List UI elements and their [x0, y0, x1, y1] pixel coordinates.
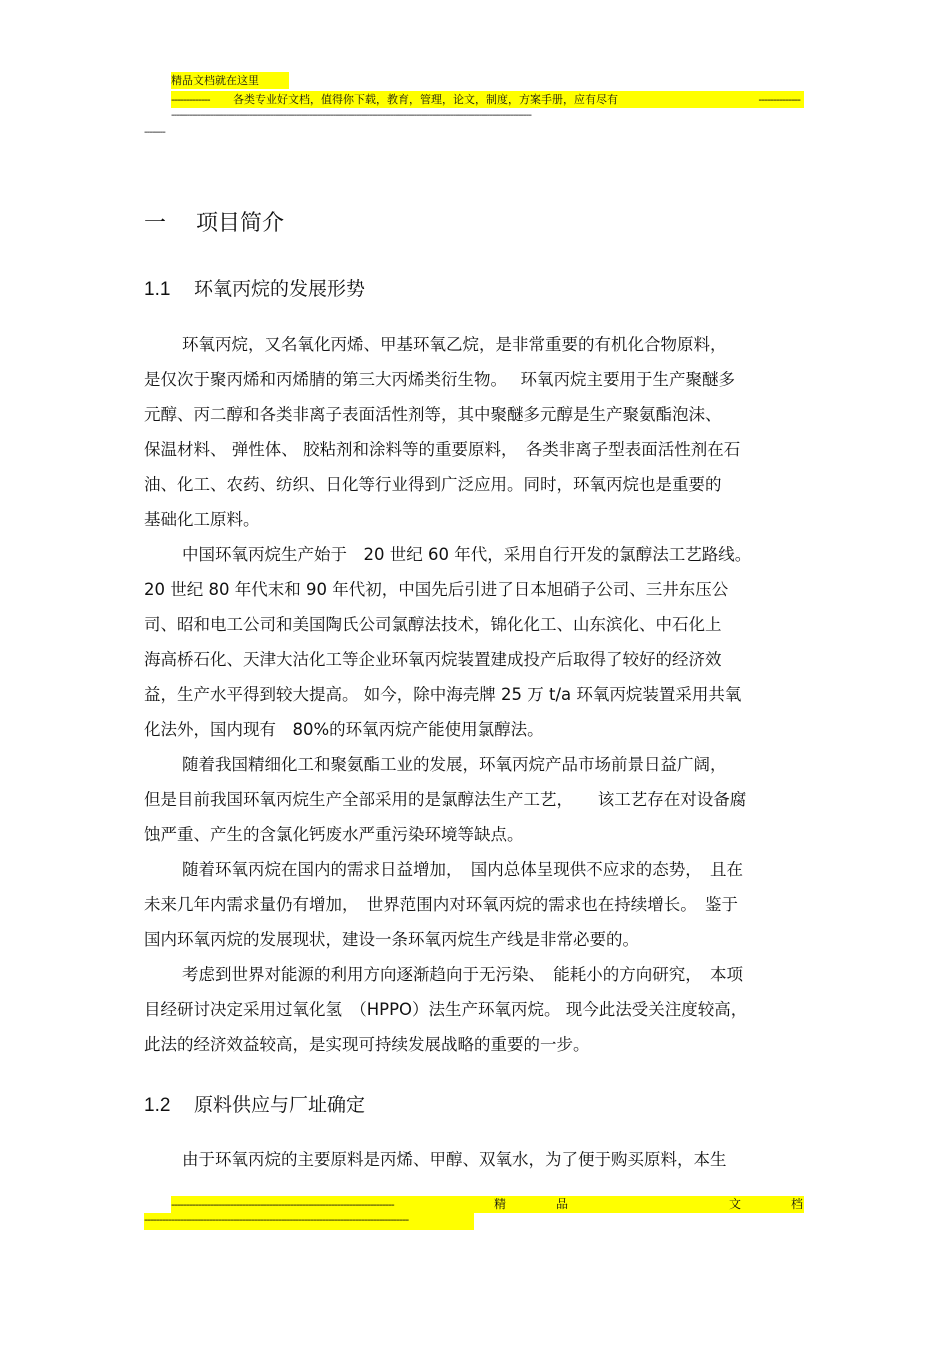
subsection-heading-1-1 [144, 276, 365, 303]
subsection-title: 环氧丙烷的发展形势 [194, 278, 366, 300]
paragraph-line: 海高桥石化、天津大沽化工等企业环氧丙烷装置建成投产后取得了较好的经济效 [144, 650, 722, 669]
paragraph-line: 是仅次于聚丙烯和丙烯腈的第三大丙烯类衍生物。 环氧丙烷主要用于生产聚醚多 [144, 370, 735, 389]
paragraph-line: 但是目前我国环氧丙烷生产全部采用的是氯醇法生产工艺， 该工艺存在对设备腐 [144, 790, 747, 809]
paragraph-line: 化法外，国内现有 80%的环氧丙烷产能使用氯醇法。 [144, 720, 544, 739]
paragraph-line: 环氧丙烷，又名氧化丙烯、甲基环氧乙烷，是非常重要的有机化合物原料， [182, 335, 727, 354]
subsection-number: 1.1 [144, 279, 171, 300]
paragraph-line: 司、昭和电工公司和美国陶氏公司氯醇法技术，锦化化工、山东滨化、中石化上 [144, 615, 722, 634]
subsection-number: 1.2 [144, 1095, 171, 1116]
paragraph-line: 20 世纪 80 年代末和 90 年代初，中国先后引进了日本旭硝子公司、三井东压公 [144, 580, 729, 599]
section-number: 一 [144, 211, 167, 236]
paragraph-line: 考虑到世界对能源的利用方向逐渐趋向于无污染、 能耗小的方向研究， 本项 [182, 965, 743, 984]
footer-rule: ----------------------------------------------------------------------------------------- [144, 1213, 474, 1230]
paragraph-line: 由于环氧丙烷的主要原料是丙烯、甲醇、双氧水，为了便于购买原料，本生 [182, 1150, 727, 1169]
header-rule-continued: -------- [144, 127, 165, 138]
paragraph-line: 油、化工、农药、纺织、日化等行业得到广泛应用。同时，环氧丙烷也是重要的 [144, 475, 722, 494]
paragraph-line: 随着我国精细化工和聚氨酯工业的发展，环氧丙烷产品市场前景日益广阔， [182, 755, 727, 774]
paragraph-line: 保温材料、 弹性体、 胶粘剂和涂料等的重要原料， 各类非离子型表面活性剂在石 [144, 440, 741, 459]
footer-char: 档 [791, 1197, 804, 1211]
header-banner-tagline [171, 91, 804, 108]
paragraph-line: 未来几年内需求量仍有增加， 世界范围内对环氧丙烷的需求也在持续增长。 鉴于 [144, 895, 738, 914]
paragraph-line: 此法的经济效益较高，是实现可持续发展战略的重要的一步。 [144, 1035, 590, 1054]
subsection-title: 原料供应与厂址确定 [194, 1094, 366, 1116]
paragraph-line: 目经研讨决定采用过氧化氢 （HPPO）法生产环氧丙烷。 现今此法受关注度较高， [144, 1000, 748, 1019]
paragraph-line: 益，生产水平得到较大提高。 如今，除中海壳牌 25 万 t/a 环氧丙烷装置采用共氧 [144, 685, 742, 704]
header-banner-title: 精品文档就在这里 [171, 72, 289, 89]
paragraph-line: 蚀严重、产生的含氯化钙废水严重污染环境等缺点。 [144, 825, 524, 844]
paragraph-line: 元醇、丙二醇和各类非离子表面活性剂等，其中聚醚多元醇是生产聚氨酯泡沫、 [144, 405, 722, 424]
footer-dashes: --------------------------------------------------------------------------- [171, 1198, 394, 1211]
paragraph-line: 中国环氧丙烷生产始于 20 世纪 60 年代，采用自行开发的氯醇法工艺路线。 [182, 545, 752, 564]
header-rule: ------------------------------------------------------------------------------------------------------------------------------------------ [171, 110, 531, 121]
footer-char: 品 [556, 1197, 569, 1211]
subsection-heading-1-2 [144, 1092, 365, 1119]
footer-char: 精 [494, 1197, 507, 1211]
paragraph-line: 随着环氧丙烷在国内的需求日益增加， 国内总体呈现供不应求的态势， 且在 [182, 860, 743, 879]
header-tagline-text: 各类专业好文档，值得你下载，教育，管理，论文，制度，方案手册，应有尽有 [233, 93, 618, 106]
footer-banner [171, 1196, 804, 1213]
header-dash-left: ------------- [171, 93, 210, 106]
header-dash-right: -------------- [758, 93, 800, 106]
footer-char: 文 [729, 1197, 742, 1211]
section-heading [144, 209, 284, 239]
paragraph-line: 基础化工原料。 [144, 510, 260, 529]
section-title: 项目简介 [196, 211, 285, 236]
paragraph-line: 国内环氧丙烷的发展现状，建设一条环氧丙烷生产线是非常必要的。 [144, 930, 639, 949]
